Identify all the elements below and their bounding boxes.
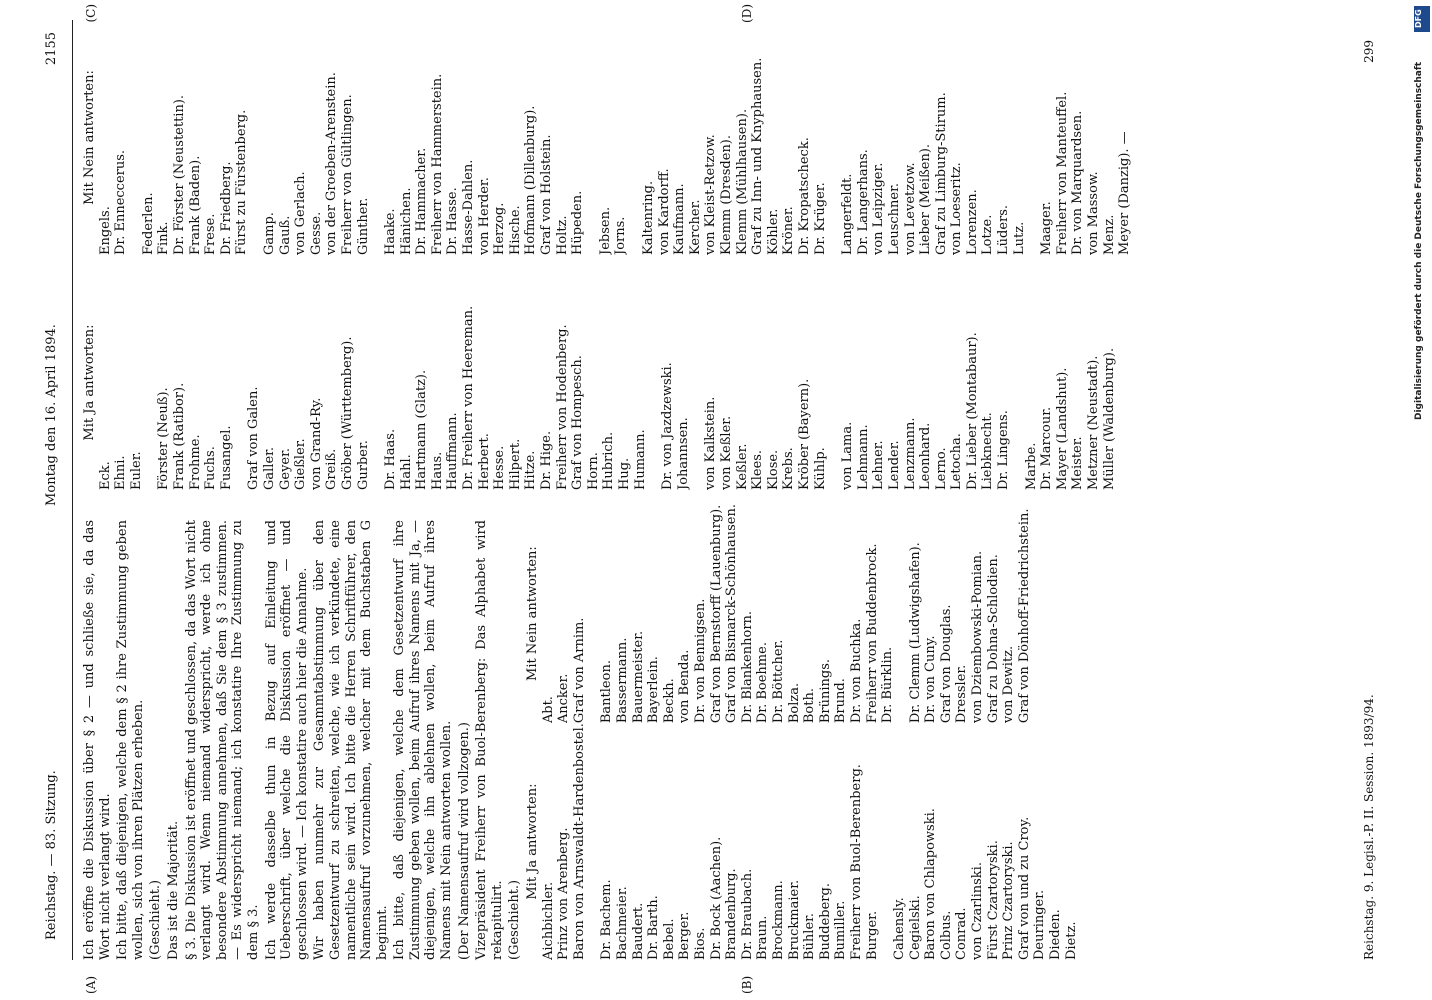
member-name: Kercher. — [687, 199, 703, 255]
nein-group-j — [598, 20, 629, 255]
ja-list-a — [541, 723, 588, 960]
ja-subcolumn — [525, 723, 1079, 960]
member-name: Bumiller. — [833, 900, 849, 960]
member-name: Lehmann. — [855, 424, 871, 490]
page-header — [44, 12, 66, 988]
member-name: Krebs. — [781, 447, 797, 490]
paragraph: Ich werde dasselbe thun in Bezug auf Einleitung und Ueberschrift, über welche die Diskussion eröffnet — und geschlossen wird. — Ich konstatire auch hier die Annahme. — [263, 520, 310, 960]
member-name: von Herder. — [476, 177, 492, 255]
member-name: Dr. Krüger. — [812, 182, 828, 255]
paragraph: (Der Namensaufruf wird vollzogen.) — [456, 722, 472, 960]
member-name: Lotze. — [980, 214, 996, 255]
member-name: Hauffmann. — [445, 412, 461, 490]
member-name: Hitze. — [523, 450, 539, 490]
member-name: Graf von und zu Croy. — [1016, 816, 1032, 960]
ja-group-k — [703, 275, 828, 490]
nein-group-f — [141, 20, 250, 255]
member-name: Kröber (Bayern). — [796, 378, 812, 490]
nein-list-a — [541, 504, 588, 723]
member-name: von der Groeben-Arenstein. — [324, 72, 340, 255]
member-name: Meyer (Danzig). — — [1117, 131, 1133, 255]
paragraph: (Geschieht.) — [148, 879, 164, 960]
member-name: Dr. Braubach. — [739, 868, 755, 960]
member-name: von Kleist-Retzow. — [703, 134, 719, 255]
member-name: Geyer. — [277, 447, 293, 490]
member-name: Braun. — [755, 915, 771, 960]
margin-letter-b: (B) — [740, 975, 754, 994]
member-name: Dr. von Bennigsen. — [692, 598, 708, 724]
member-name: Brandenburg. — [724, 868, 740, 960]
member-name: Lender. — [886, 440, 902, 490]
ja-group-l — [840, 275, 1012, 490]
member-name: von Kalkstein. — [703, 396, 719, 490]
paragraph: Das ist die Majorität. — [165, 820, 181, 960]
member-name: Hesse. — [492, 445, 508, 490]
member-name: Freiherr von Buddenbrock. — [864, 543, 880, 724]
member-name: Kröner. — [781, 206, 797, 255]
member-name: Galler. — [261, 446, 277, 490]
member-name: Berger. — [677, 911, 693, 960]
member-name: Graf von Arnim. — [571, 617, 587, 724]
member-name: von Keßler. — [718, 415, 734, 490]
page-number: 2155 — [44, 32, 59, 66]
member-name: Graf von Hompesch. — [570, 355, 586, 490]
member-name: Dr. Böttcher. — [770, 639, 786, 724]
margin-letter-c: (C) — [84, 4, 98, 23]
member-name: Lorenzen. — [964, 189, 980, 255]
margin-letter-a: (A) — [84, 975, 98, 994]
nein-group-e — [98, 20, 129, 255]
ja-list-c — [892, 723, 1079, 960]
rotated-document-page — [20, 0, 1400, 1000]
member-name: Graf von Douglas. — [938, 604, 954, 724]
member-name: Köhler. — [765, 208, 781, 255]
member-name: Euler. — [128, 451, 144, 490]
member-name: Lieber (Meißen). — [918, 143, 934, 255]
member-name: Frohme. — [187, 434, 203, 490]
member-name: Leuschner. — [886, 182, 902, 255]
ja-heading: Mit Ja antworten: — [525, 783, 541, 900]
member-name: Haake. — [383, 208, 399, 255]
member-name: Freiherr von Manteuffel. — [1054, 91, 1070, 255]
paragraph: Wir haben nunmehr zur Gesammtabstimmung über den Gesetzentwurf zu schreiten, welche, wie ich verkündete, eine namentliche sein wird. Ich bitte die Herren Schriftführer, den Namensaufruf vorzunehmen, welcher mit dem Buchstaben G beginnt. — [312, 520, 390, 960]
member-name: von Lama. — [840, 421, 856, 490]
member-name: von Levetzow. — [902, 162, 918, 255]
member-name: Colbus. — [938, 910, 954, 960]
member-name: Hartmann (Glatz). — [414, 369, 430, 490]
nein-heading: Mit Nein antworten: — [525, 546, 541, 681]
member-name: Fink. — [156, 221, 172, 255]
member-name: Freiherr von Hammerstein. — [429, 73, 445, 255]
member-name: Graf von Holstein. — [539, 134, 555, 255]
column-right — [82, 20, 1133, 255]
member-name: Lüders. — [996, 204, 1012, 255]
member-name: Liebknecht. — [980, 412, 996, 490]
member-name: Dr. Enneccerus. — [113, 149, 129, 255]
member-name: Holtz. — [554, 215, 570, 255]
member-name: Hilpert. — [507, 438, 523, 490]
ja-group-g — [246, 275, 371, 490]
ja-group-m — [1024, 275, 1118, 490]
member-name: Dieden. — [1048, 909, 1064, 960]
dfg-logo: DFG — [1414, 6, 1430, 32]
member-name: Brund. — [833, 678, 849, 724]
member-name: Ancker. — [556, 673, 572, 724]
member-name: von Grand-Ry. — [308, 397, 324, 490]
member-name: Gauß. — [277, 215, 293, 255]
member-name: Cegielski. — [907, 895, 923, 960]
member-name: Bruckmaier. — [786, 879, 802, 960]
member-name: Dr. Bürklin. — [880, 646, 896, 724]
member-name: Gießler. — [293, 438, 309, 490]
member-name: Dietz. — [1063, 921, 1079, 960]
member-name: Graf von Bismarck-Schönhausen. — [724, 504, 740, 724]
ja-list-b — [599, 723, 880, 960]
member-name: Kaltenring. — [641, 180, 656, 255]
member-name: Jebsen. — [597, 206, 613, 255]
member-name: Klees. — [750, 449, 766, 490]
member-name: Hofmann (Dillenburg). — [523, 105, 539, 255]
member-name: Ehni. — [113, 455, 129, 490]
member-name: Dr. Friedberg. — [218, 161, 234, 255]
vote-subcolumns — [525, 504, 1079, 960]
member-name: Freiherr von Hodenberg. — [554, 324, 570, 490]
member-name: Meister. — [1070, 436, 1086, 490]
nein-list-c — [908, 504, 1033, 723]
signature-mark: 299 — [1362, 40, 1376, 63]
member-name: Frank (Ratibor). — [171, 382, 187, 490]
member-name: Lerno. — [933, 447, 949, 490]
member-name: Prinz Czartoryski. — [1001, 841, 1017, 960]
member-name: Klemm (Mühlhausen). — [734, 108, 750, 255]
member-name: Menz. — [1101, 214, 1117, 255]
member-name: Greiß. — [324, 448, 340, 490]
member-name: Bachmeier. — [615, 886, 630, 960]
member-name: Herbert. — [476, 433, 492, 490]
member-name: Günther. — [355, 197, 371, 255]
ja-group-h — [383, 275, 648, 490]
paragraph: Ich bitte, daß diejenigen, welche dem § 2 ihre Zustimmung geben wollen, sich von ihren Plätzen erheben. — [115, 520, 146, 960]
member-name: Bassermann. — [615, 637, 630, 724]
member-name: Frank (Baden). — [187, 155, 203, 255]
member-name: Humann. — [632, 429, 648, 490]
member-name: Bauermeister. — [630, 630, 646, 724]
member-name: Fusangel. — [218, 425, 234, 490]
member-name: Baudert. — [630, 902, 646, 960]
member-name: Brünings. — [817, 658, 833, 724]
member-name: Hänichen. — [398, 187, 414, 255]
header-session: Reichstag. — 83. Sitzung. — [44, 770, 59, 940]
member-name: Gröber (Württemberg). — [339, 336, 355, 490]
member-name: Keßler. — [734, 443, 750, 490]
member-name: Bebel. — [661, 918, 677, 960]
member-name: Dr. Hasse. — [445, 187, 461, 255]
member-name: Deuringer. — [1032, 889, 1048, 960]
member-name: Dr. Freiherr von Heereman. — [461, 305, 477, 490]
member-name: Lutz. — [1011, 221, 1027, 255]
member-name: Kühlp. — [812, 447, 828, 490]
member-name: Freiherr von Buol-Berenberg. — [848, 764, 864, 960]
member-name: Dr. von Buchka. — [848, 618, 864, 724]
member-name: Dr. Bachem. — [599, 879, 615, 960]
member-name: Dr. Hammacher. — [414, 147, 430, 255]
member-name: Abt. — [540, 696, 556, 724]
member-name: Dr. Barth. — [646, 895, 662, 960]
nein-heading: Mit Nein antworten: — [82, 70, 97, 205]
member-name: Engels. — [97, 206, 113, 255]
ja-group-f — [156, 275, 234, 490]
member-name: Fürst zu Fürstenberg. — [234, 109, 250, 255]
member-name: Metzner (Neustadt). — [1086, 355, 1102, 490]
member-name: Dr. Haas. — [383, 428, 399, 490]
nein-group-l — [840, 20, 1027, 255]
member-name: Dressler. — [954, 664, 970, 724]
member-name: Freiherr von Gültlingen. — [339, 94, 355, 255]
member-name: Bolza. — [786, 682, 802, 724]
member-name: Dr. von Jazdzewski. — [660, 362, 676, 490]
member-name: Jorns. — [613, 216, 629, 255]
member-name: Lenzmann. — [902, 417, 918, 490]
page-footer: Reichstag. 9. Legisl.-P. II. Session. 1893/94. — [1362, 694, 1376, 960]
member-name: Hug. — [617, 457, 632, 490]
member-name: von Massow. — [1086, 171, 1102, 255]
member-name: Dr. Clemm (Ludwigshafen). — [907, 542, 923, 724]
member-name: Baron von Arnswaldt-Hardenbostel. — [571, 723, 587, 960]
member-name: Langerfeldt. — [840, 173, 856, 255]
member-name: Burger. — [864, 910, 880, 960]
member-name: Gurber. — [355, 440, 371, 490]
nein-subcolumn — [525, 504, 1079, 723]
member-name: Fuchs. — [203, 446, 219, 490]
member-name: Horn. — [585, 452, 601, 490]
nein-list-b — [599, 504, 895, 723]
member-name: Aichbichler. — [540, 881, 556, 960]
member-name: von Gerlach. — [293, 171, 309, 255]
paragraph: Ich bitte, daß diejenigen, welche dem Gesetzentwurf ihre Zustimmung geben wollen, beim Aufruf ihres Namens mit Ja, — diejenigen, welche ihn ablehnen wollen, beim Aufruf ihres Namens mit Nein antworten wollen. — [392, 520, 455, 960]
member-name: Frese. — [203, 213, 219, 255]
member-name: Gamp. — [261, 212, 277, 255]
nein-group-k — [641, 20, 828, 255]
column-middle — [82, 275, 1117, 490]
margin-letter-d: (D) — [740, 4, 754, 23]
member-name: von Benda. — [677, 649, 693, 724]
member-name: Kaufmann. — [672, 183, 688, 255]
member-name: Maager. — [1039, 201, 1055, 255]
nein-group-g — [262, 20, 371, 255]
nein-group-m — [1039, 20, 1133, 255]
member-name: Fürst Czartoryski. — [985, 840, 1001, 960]
member-name: Lehner. — [871, 440, 887, 490]
member-name: von Dziembowski-Pomian. — [970, 550, 986, 724]
member-name: Dr. Hige. — [539, 430, 555, 490]
member-name: Dr. von Cuny. — [923, 635, 939, 724]
member-name: Baron von Chlapowski. — [923, 808, 939, 960]
member-name: Graf zu Dohna-Schlodien. — [985, 554, 1001, 724]
member-name: Leonhard. — [918, 422, 934, 490]
member-name: Johannsen. — [675, 417, 691, 490]
member-name: Buddeberg. — [817, 883, 833, 960]
member-name: Graf zu Limburg-Stirum. — [933, 92, 949, 255]
paragraph: Ich eröffne die Diskussion über § 2 — und schließe sie, da das Wort nicht verlangt wird. — [82, 520, 113, 960]
member-name: Dr. Lieber (Montabaur). — [964, 332, 980, 490]
member-name: Haus. — [429, 451, 445, 490]
member-name: Müller (Waldenburg). — [1101, 347, 1117, 490]
member-name: Prinz von Arenberg. — [556, 827, 572, 960]
member-name: Mayer (Landshut). — [1054, 367, 1070, 490]
member-name: Hische. — [507, 205, 523, 255]
member-name: Graf zu Inn- und Knyphausen. — [750, 57, 766, 255]
member-name: Klose. — [765, 449, 781, 490]
member-name: Dr. Lingens. — [996, 410, 1012, 490]
member-name: Dr. Marcour. — [1039, 406, 1055, 490]
member-name: Klemm (Dresden). — [718, 134, 734, 255]
paragraph: Vizepräsident Freiherr von Buol-Berenberg: Das Alphabet wird rekapitulirt. — [474, 520, 505, 960]
paragraph: § 3. Die Diskussion ist eröffnet und geschlossen, da das Wort nicht verlangt wird. Wenn niemand widerspricht, werde ich ohne besondere Abstimmung annehmen, daß Sie dem § 3 zustimmen. — Es widerspricht niemand; ich konstatire Ihre Zustimmung zu dem § 3. — [183, 520, 261, 960]
member-name: Hasse-Dahlen. — [461, 159, 477, 255]
member-name: Bayerlein. — [646, 656, 662, 724]
member-name: von Dewitz. — [1001, 645, 1017, 724]
member-name: Conrad. — [954, 907, 970, 960]
member-name: Herzog. — [492, 202, 508, 255]
member-name: Eck. — [97, 461, 113, 490]
ja-group-e — [98, 275, 145, 490]
member-name: Federlen. — [140, 192, 156, 255]
member-name: Hahl. — [398, 454, 414, 490]
funding-notice: Digitalisierung gefördert durch die Deutsche Forschungsgemeinschaft — [1414, 61, 1424, 420]
member-name: Dr. Langerhans. — [855, 149, 871, 255]
member-name: Hüpeden. — [570, 190, 586, 255]
member-name: von Kardorff. — [656, 168, 672, 255]
member-name: Bios. — [692, 927, 708, 960]
ja-group-j — [660, 275, 691, 490]
member-name: Graf von Dönhoff-Friedrichstein. — [1016, 508, 1032, 724]
header-date: Montag den 16. April 1894. — [44, 324, 59, 506]
member-name: von Loeseritz. — [949, 162, 965, 255]
member-name: Letocha. — [949, 433, 965, 490]
paragraph: (Geschieht.) — [507, 879, 523, 960]
member-name: Hubrich. — [601, 431, 617, 490]
member-name: Bantleon. — [599, 660, 615, 724]
member-name: Dr. Blankenhorn. — [739, 610, 755, 724]
column-left — [82, 504, 1079, 960]
header-rule — [72, 20, 73, 960]
member-name: Beckh. — [661, 678, 677, 724]
ja-heading: Mit Ja antworten: — [82, 324, 97, 441]
member-name: Förster (Neuß). — [156, 387, 172, 490]
member-name: Bühler. — [802, 912, 818, 960]
member-name: Dr. Boehme. — [755, 642, 771, 724]
member-name: Gesse. — [308, 211, 324, 255]
member-name: Marbe. — [1023, 442, 1039, 490]
member-name: Graf von Galen. — [246, 386, 262, 490]
side-banner — [1412, 0, 1432, 1000]
member-name: von Czarlinski. — [970, 862, 986, 960]
member-name: Dr. Förster (Neustettin). — [171, 94, 187, 255]
nein-group-h — [383, 20, 586, 255]
member-name: Cahensly. — [892, 897, 908, 960]
member-name: Dr. Kropatscheck. — [796, 137, 812, 255]
member-name: Brockmann. — [770, 880, 786, 960]
member-name: Both. — [802, 688, 818, 724]
member-name: Graf von Bernstorff (Lauenburg). — [708, 504, 724, 724]
member-name: Dr. von Marquardsen. — [1070, 110, 1086, 255]
member-name: Dr. Bock (Aachen). — [708, 836, 724, 960]
member-name: von Leipziger. — [871, 162, 887, 255]
